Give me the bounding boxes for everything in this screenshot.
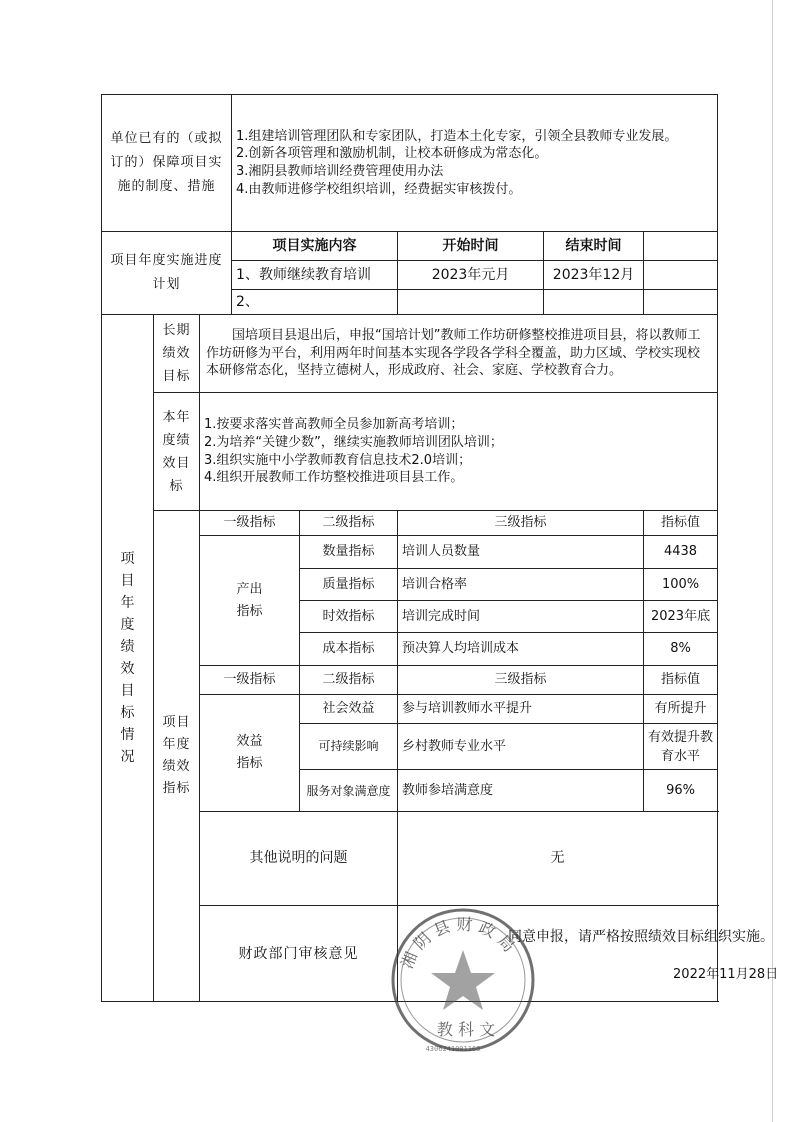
output-value: 4438: [644, 536, 718, 569]
indicator-header-level3: 三级指标: [398, 666, 644, 695]
svg-text:教 科 文: 教 科 文: [436, 1020, 496, 1039]
annual-label: 本年度绩效目标: [154, 393, 200, 511]
output-value: 2023年底: [644, 601, 718, 633]
schedule-row-start: [398, 290, 544, 315]
output-level3: 培训人员数量: [398, 536, 644, 569]
annual-item: 4.组织开展教师工作坊整校推进项目县工作。: [204, 470, 464, 486]
benefit-value: 96%: [644, 770, 718, 812]
schedule-blank-cell: [644, 232, 718, 261]
output-level1-text: 产出指标: [236, 581, 263, 619]
output-level3: 培训完成时间: [398, 601, 644, 633]
annual-item: 2.为培养“关键少数”，继续实施教师培训团队培训；: [204, 434, 503, 450]
goals-section-label: [102, 315, 154, 1002]
goals-section-text: 项目年度绩效目标情况: [120, 551, 135, 765]
benefit-level3: 乡村教师专业水平: [398, 724, 644, 770]
schedule-row-end: 2023年12月: [544, 261, 644, 290]
schedule-blank-cell: [644, 261, 718, 290]
annual-list: [200, 393, 718, 511]
schedule-row-start: 2023年元月: [398, 261, 544, 290]
output-level2: 时效指标: [300, 601, 398, 633]
output-level2: 质量指标: [300, 569, 398, 601]
annual-item: 1.按要求落实普高教师全员参加新高考培训；: [204, 417, 464, 433]
output-level2: 数量指标: [300, 536, 398, 569]
measures-item: 3.湘阴县教师培训经费管理使用办法: [236, 164, 444, 179]
schedule-row-end: [544, 290, 644, 315]
benefit-level3: 参与培训教师水平提升: [398, 695, 644, 724]
indicator-header-value: 指标值: [644, 666, 718, 695]
schedule-row-content: 1、教师继续教育培训: [232, 261, 398, 290]
annual-item: 3.组织实施中小学教师教育信息技术2.0培训；: [204, 452, 472, 468]
benefit-level2: 服务对象满意度: [300, 770, 398, 812]
output-level1: [200, 536, 300, 666]
budget-form-table: [101, 94, 779, 1002]
indicator-header-level1: 一级指标: [200, 666, 300, 695]
long-term-text: 国培项目县退出后，申报“国培计划”教师工作坊研修整校推进项目县，将以教师工作坊研修为平台，利用两年时间基本实现各学段各学科全覆盖，助力区域、学校实现校本研修常态化，坚持立德树人，形成政府、社会、家庭、学校教育合力。: [200, 315, 718, 393]
page-edge-line: [772, 0, 773, 1122]
schedule-header-content: 项目实施内容: [232, 232, 398, 261]
benefit-level2: 可持续影响: [300, 724, 398, 770]
benefit-level3: 教师参培满意度: [398, 770, 644, 812]
other-label: 其他说明的问题: [200, 812, 398, 906]
benefit-value: 有效提升教育水平: [644, 724, 718, 770]
benefit-value: 有所提升: [644, 695, 718, 724]
indicator-header-level2: 二级指标: [300, 511, 398, 536]
schedule-header-start: 开始时间: [398, 232, 544, 261]
output-level3: 培训合格率: [398, 569, 644, 601]
measures-item: 4.由教师进修学校组织培训，经费据实审核拨付。: [236, 181, 522, 197]
benefit-level1: [200, 695, 300, 812]
indicator-header-level3: 三级指标: [398, 511, 644, 536]
indicator-header-level2: 二级指标: [300, 666, 398, 695]
benefit-level2: 社会效益: [300, 695, 398, 724]
schedule-row-content: 2、: [232, 290, 398, 315]
output-value: 100%: [644, 569, 718, 601]
schedule-blank-cell: [644, 290, 718, 315]
svg-text:湘 阴 县 财 政 局: 湘 阴 县 财 政 局: [397, 914, 519, 972]
review-label: 财政部门审核意见: [200, 906, 398, 1002]
indicator-header-level1: 一级指标: [200, 511, 300, 536]
benefit-level1-text: 效益指标: [236, 734, 263, 771]
measures-item: 1.组建培训管理团队和专家团队，打造本土化专家，引领全县教师专业发展。: [236, 128, 678, 144]
measures-label: 单位已有的（或拟订的）保障项目实施的制度、措施: [102, 95, 232, 232]
review-date: 2022年11月28日: [673, 967, 779, 982]
indicator-header-value: 指标值: [644, 511, 718, 536]
other-value: 无: [398, 812, 718, 906]
svg-text:4306241001163: 4306241001163: [425, 1045, 481, 1053]
measures-item: 2.创新各项管理和激励机制，让校本研修成为常态化。: [236, 146, 548, 162]
output-value: 8%: [644, 633, 718, 666]
measures-list: [232, 95, 718, 232]
review-opinion: 同意申报，请严格按照绩效目标组织实施。: [508, 929, 775, 945]
output-level3: 预决算人均培训成本: [398, 633, 644, 666]
schedule-header-end: 结束时间: [544, 232, 644, 261]
schedule-label: 项目年度实施进度计划: [102, 232, 232, 315]
long-term-label: 长期绩效目标: [154, 315, 200, 393]
indicator-label: 项目年度绩效指标: [154, 511, 200, 1002]
official-seal: [388, 905, 538, 1055]
output-level2: 成本指标: [300, 633, 398, 666]
